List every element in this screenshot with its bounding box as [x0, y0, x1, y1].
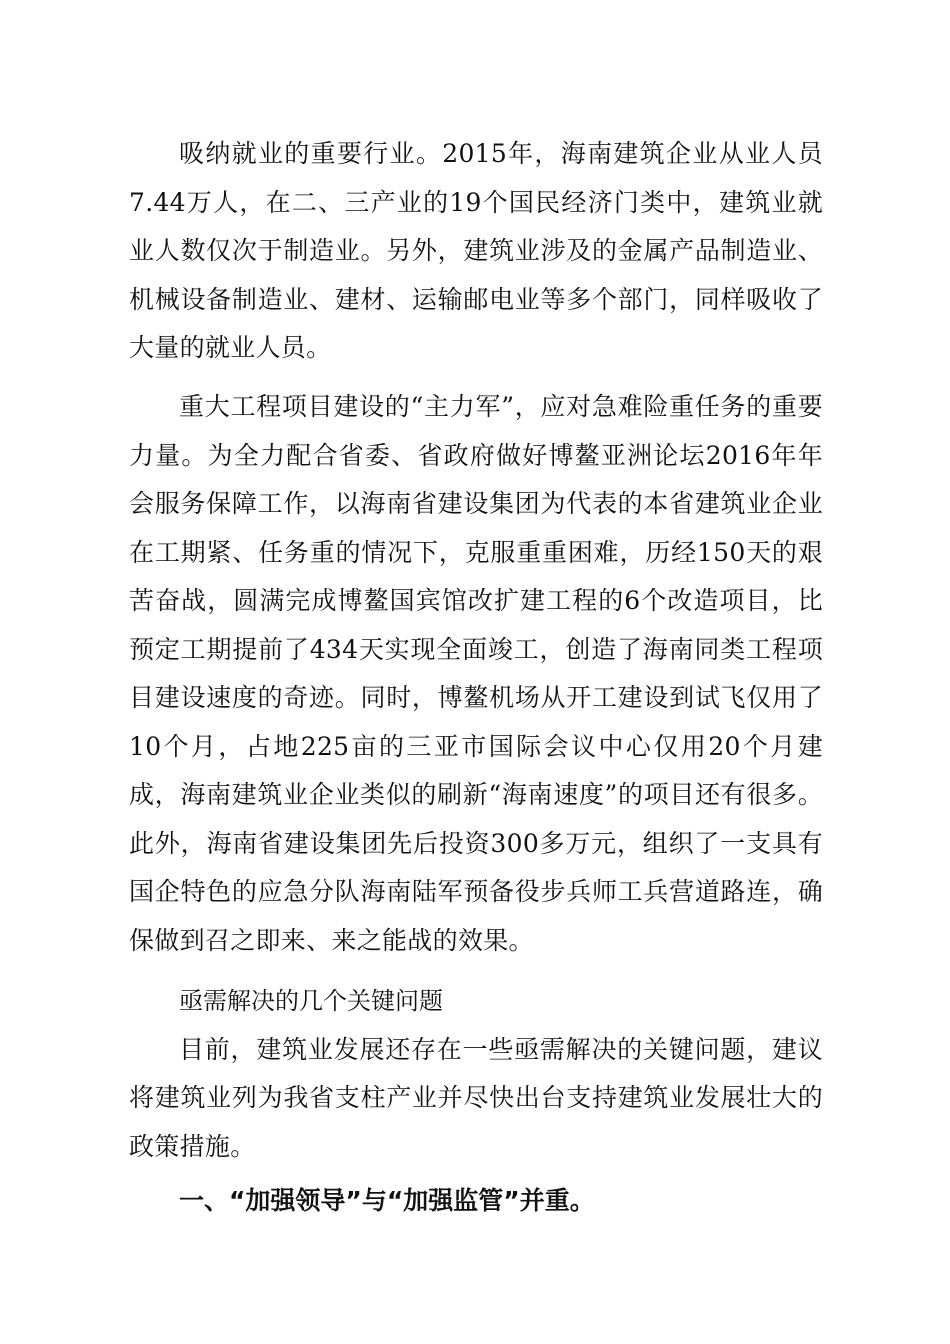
document-body-2	[129, 383, 823, 965]
paragraph-major-projects: 重大工程项目建设的“主力军”，应对急难险重任务的重要力量。为全力配合省委、省政府做好博鳌亚洲论坛2016年年会服务保障工作，以海南省建设集团为代表的本省建筑业企业在工期紧、任务重的情况下，克服重重困难，历经150天的艰苦奋战，圆满完成博鳌国宾馆改扩建工程的6个改造项目，比预定工期提前了434天实现全面竣工，创造了海南同类工程项目建设速度的奇迹。同时，博鳌机场从开工建设到试飞仅用了10个月，占地225亩的三亚市国际会议中心仅用20个月建成，海南建筑业企业类似的刷新“海南速度”的项目还有很多。此外，海南省建设集团先后投资300多万元，组织了一支具有国企特色的应急分队海南陆军预备役步兵师工兵营道路连，确保做到召之即来、来之能战的效果。	[129, 392, 823, 955]
document-body	[129, 130, 823, 373]
document-body-4	[129, 1177, 823, 1226]
subheading-leadership: 一、“加强领导”与“加强监管”并重。	[179, 1186, 595, 1215]
paragraph-employment: 吸纳就业的重要行业。2015年，海南建筑企业从业人员7.44万人，在二、三产业的19个国民经济门类中，建筑业就业人数仅次于制造业。另外，建筑业涉及的金属产品制造业、机械设备制造业、建材、运输邮电业等多个部门，同样吸收了大量的就业人员。	[129, 139, 823, 362]
document-body-3	[129, 977, 823, 1171]
section-heading: 亟需解决的几个关键问题	[179, 987, 443, 1015]
paragraph-key-issues: 目前，建筑业发展还存在一些亟需解决的关键问题，建议将建筑业列为我省支柱产业并尽快出台支持建筑业发展壮大的政策措施。	[129, 1034, 823, 1161]
